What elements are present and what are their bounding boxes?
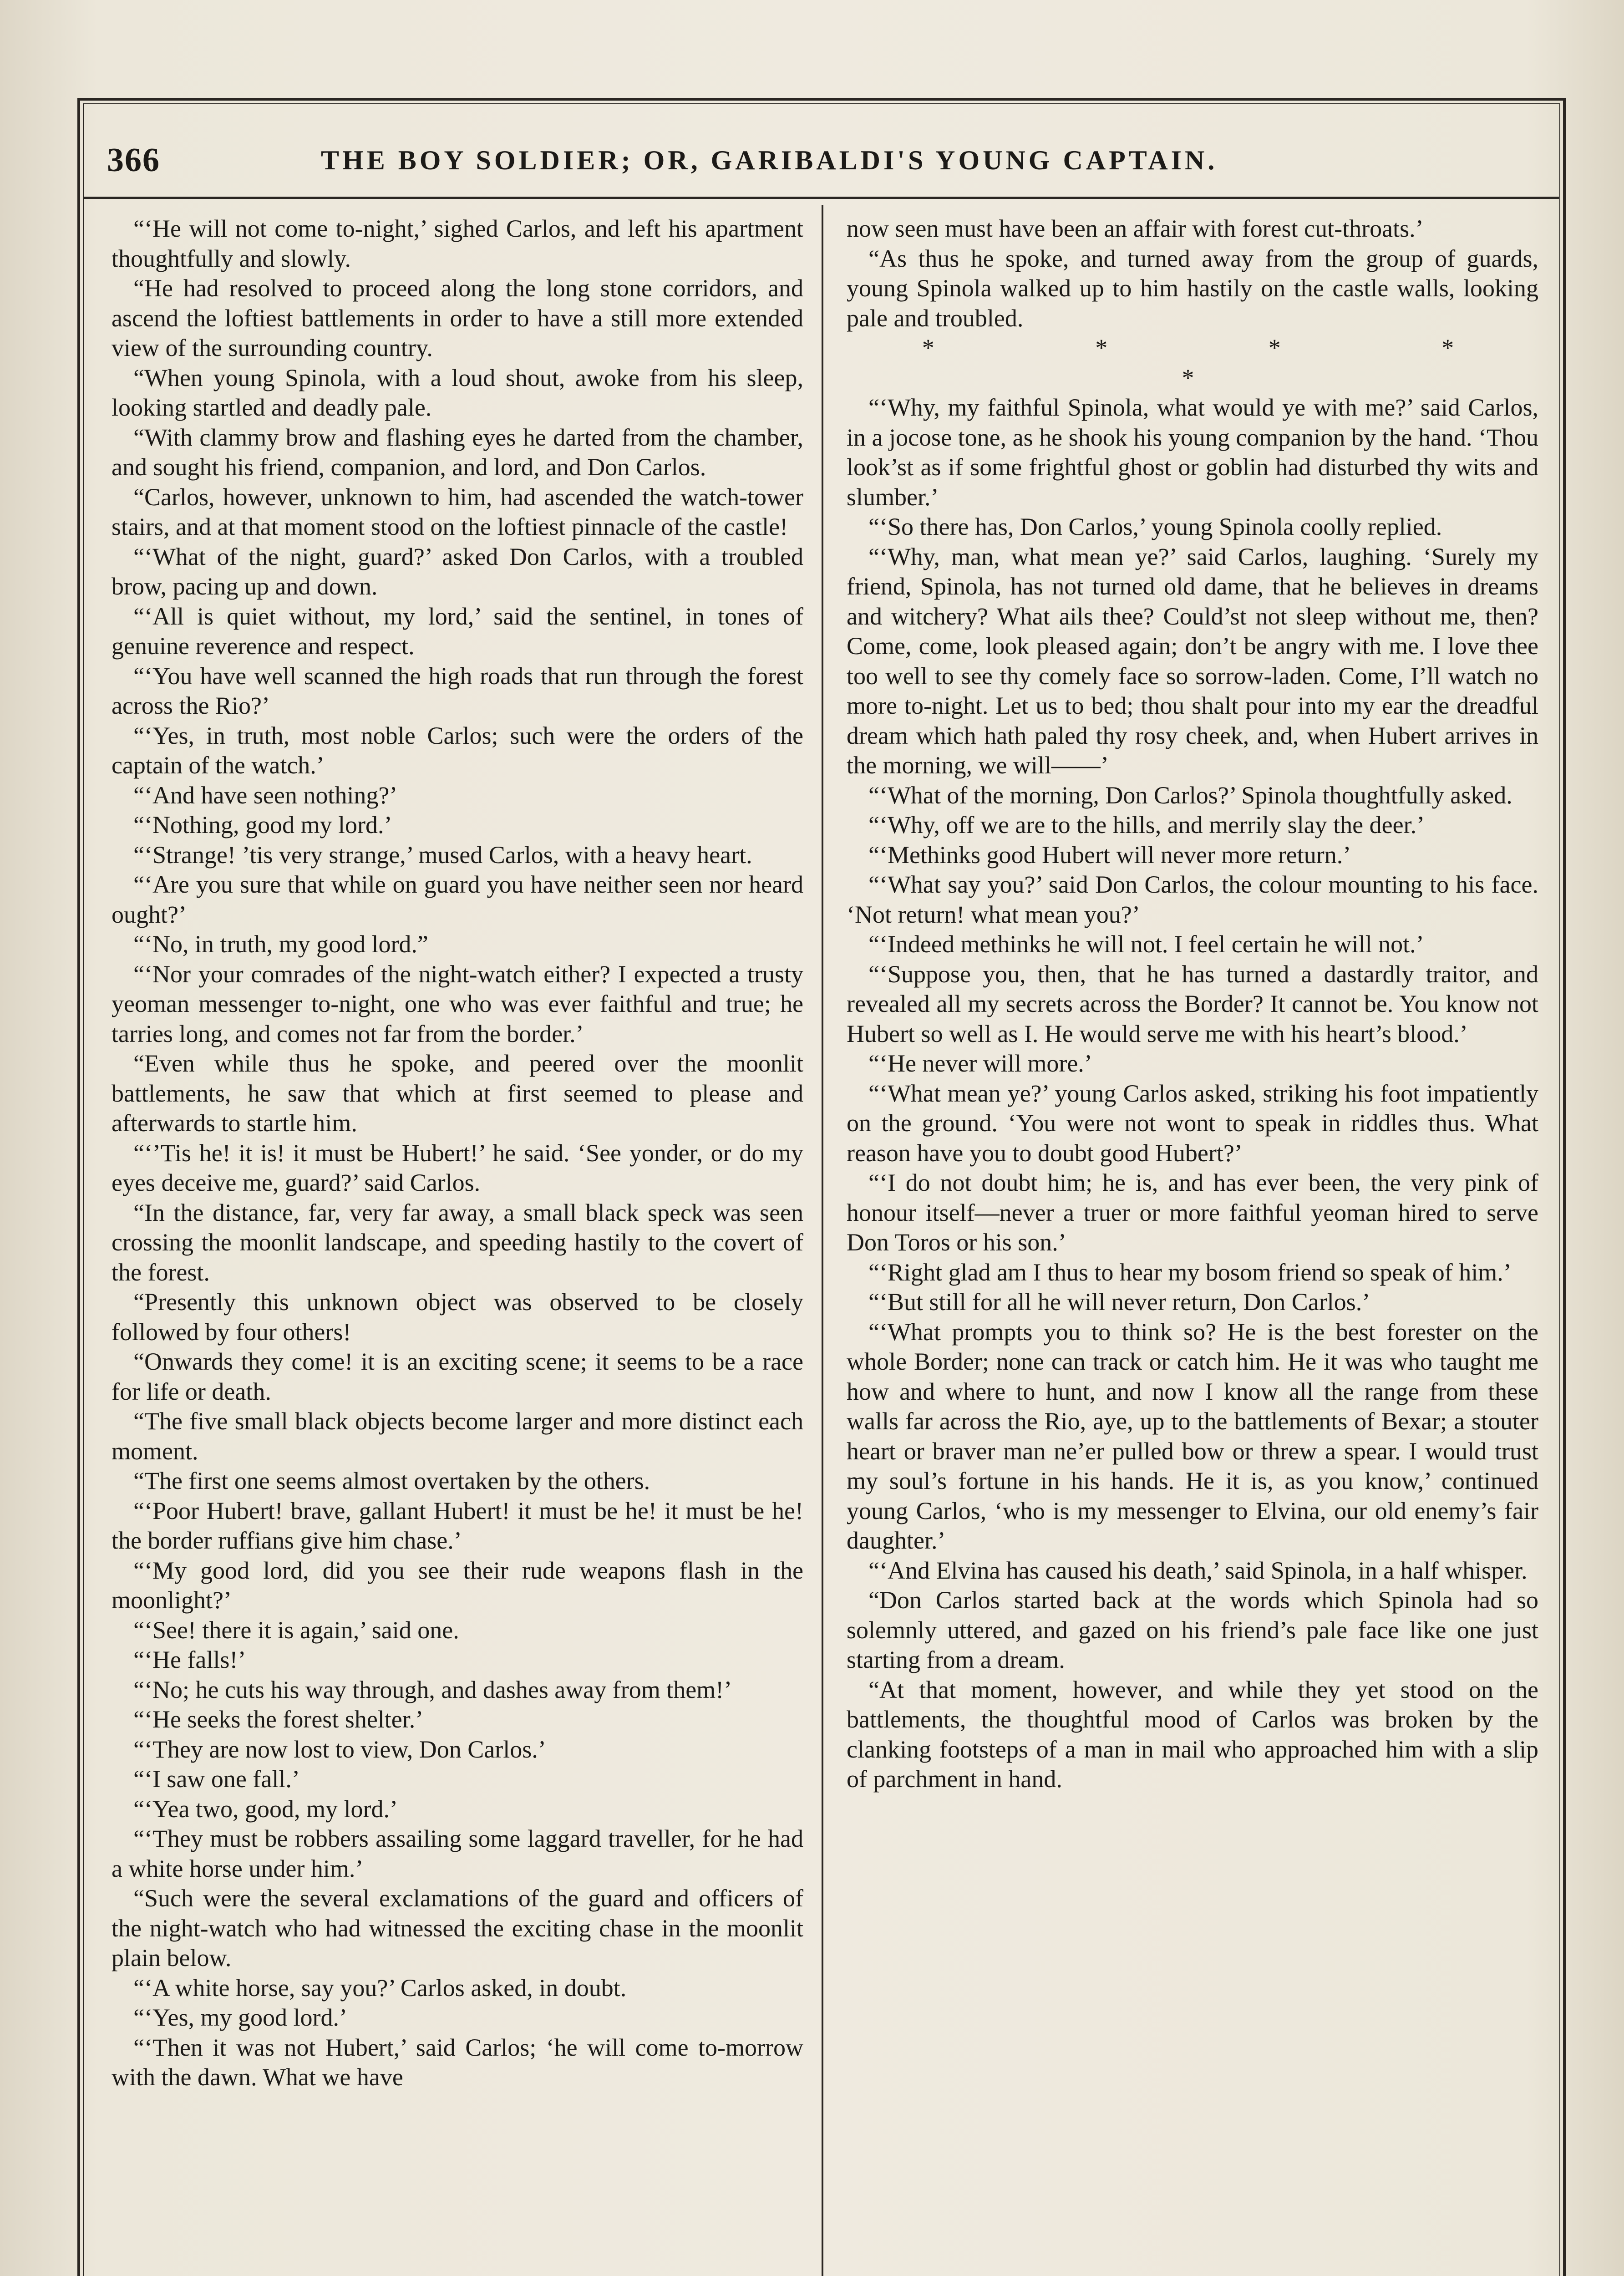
paragraph: “‘What prompts you to think so? He is the best forester on the whole Border; none can track or catch him. He it was who taught me how and where to hunt, and now I know all the range from these walls far across the Rio, aye, up to the battlements of Bexar; a stouter heart or braver man ne’er pulled bow or threw a spear. I would trust my soul’s fortune in his hands. He it is, as you know,’ continued young Carlos, ‘who is my messenger to Elvina, our old enemy’s fair daughter.’ (847, 1318, 1538, 1554)
paragraph: “He had resolved to proceed along the long stone corridors, and ascend the loftiest battlements in order to have a still more extended view of the surrounding country. (112, 274, 803, 361)
paragraph: “‘Yes, in truth, most noble Carlos; such were the orders of the captain of the watch.’ (112, 721, 803, 779)
header-rule (84, 197, 1559, 199)
paragraph: “‘See! there it is again,’ said one. (133, 1616, 459, 1644)
paragraph: “‘He seeks the forest shelter.’ (133, 1706, 424, 1733)
paragraph: “‘Why, off we are to the hills, and merrily slay the deer.’ (868, 811, 1425, 838)
paragraph: “‘And have seen nothing?’ (133, 781, 398, 809)
paragraph: “‘Poor Hubert! brave, gallant Hubert! it must be he! it must be he! the border ruffians give him chase.’ (112, 1497, 803, 1554)
paragraph: “‘Yea two, good, my lord.’ (133, 1795, 398, 1823)
paragraph: “Don Carlos started back at the words which Spinola had so solemnly uttered, and gazed on his friend’s pale face like one just starting from a dream. (847, 1586, 1538, 1673)
paragraph: “Even while thus he spoke, and peered over the moonlit battlements, he saw that which at first seemed to please and afterwards to startle him. (112, 1050, 803, 1137)
paragraph: “‘No, in truth, my good lord.” (133, 930, 428, 958)
paragraph: “‘I do not doubt him; he is, and has ever been, the very pink of honour itself—never a truer or more faithful yeoman hired to serve Don Toros or his son.’ (847, 1169, 1538, 1256)
paragraph: “Such were the several exclamations of the guard and officers of the night-watch who had witnessed the exciting chase in the moonlit plain below. (112, 1885, 803, 1971)
paragraph: “‘Nothing, good my lord.’ (133, 811, 392, 838)
paragraph: “At that moment, however, and while they yet stood on the battlements, the thoughtful mood of Carlos was broken by the clanking footsteps of a man in mail who approached him with a slip of parchment in hand. (847, 1676, 1538, 1793)
paragraph: “‘All is quiet without, my lord,’ said the sentinel, in tones of genuine reverence and respect. (112, 602, 803, 660)
paragraph: “Onwards they come! it is an exciting scene; it seems to be a race for life or death. (112, 1348, 803, 1405)
paragraph: “‘So there has, Don Carlos,’ young Spinola coolly replied. (868, 513, 1442, 540)
paragraph: “With clammy brow and flashing eyes he darted from the chamber, and sought his friend, companion, and lord, and Don Carlos. (112, 423, 803, 481)
paragraph: “‘Are you sure that while on guard you have neither seen nor heard ought?’ (112, 871, 803, 928)
section-break: * * * * * (922, 334, 1532, 391)
paragraph: “‘I saw one fall.’ (133, 1765, 300, 1793)
running-title: THE BOY SOLDIER; OR, GARIBALDI'S YOUNG CAPTAIN. (321, 145, 1218, 175)
paragraph: “‘Suppose you, then, that he has turned a dastardly traitor, and revealed all my secrets across the Border? It cannot be. You know not Hubert so well as I. He would serve me with his heart’s blood.’ (847, 960, 1538, 1047)
paragraph: “‘You have well scanned the high roads that run through the forest across the Rio?’ (112, 662, 803, 719)
paragraph: “When young Spinola, with a loud shout, awoke from his sleep, looking startled and deadly pale. (112, 364, 803, 421)
paragraph: “‘Yes, my good lord.’ (133, 2004, 347, 2031)
paragraph: “‘Why, my faithful Spinola, what would ye with me?’ said Carlos, in a jocose tone, as he shook his young companion by the hand. ‘Thou look’st as if some frightful ghost or goblin had disturbed thy wits and slumber.’ (847, 394, 1538, 511)
paragraph: “The first one seems almost overtaken by the others. (133, 1467, 650, 1494)
paragraph: “‘Right glad am I thus to hear my bosom friend so speak of him.’ (868, 1258, 1512, 1286)
paragraph: “‘Indeed methinks he will not. I feel certain he will not.’ (868, 930, 1424, 958)
paragraph: “‘What mean ye?’ young Carlos asked, striking his foot impatiently on the ground. ‘You were not wont to speak in riddles thus. What reason have you to doubt good Hubert?’ (847, 1079, 1538, 1167)
paragraph: “‘They must be robbers assailing some laggard traveller, for he had a white horse under him.’ (112, 1825, 803, 1882)
paragraph: “‘A white horse, say you?’ Carlos asked, in doubt. (133, 1974, 627, 2002)
paragraph: “‘But still for all he will never return, Don Carlos.’ (868, 1288, 1370, 1316)
paragraph: “Carlos, however, unknown to him, had ascended the watch-tower stairs, and at that moment stood on the loftiest pinnacle of the castle! (112, 483, 803, 540)
paragraph: “‘He never will more.’ (868, 1050, 1092, 1077)
paragraph: “‘Then it was not Hubert,’ said Carlos; ‘he will come to-morrow with the dawn. What we have (112, 2033, 803, 2091)
paragraph: “‘’Tis he! it is! it must be Hubert!’ he said. ‘See yonder, or do my eyes deceive me, guard?’ said Carlos. (112, 1139, 803, 1196)
column-divider (822, 205, 823, 2276)
paragraph: “In the distance, far, very far away, a small black speck was seen crossing the moonlit landscape, and speeding hastily to the covert of the forest. (112, 1199, 803, 1286)
paragraph: “‘Methinks good Hubert will never more return.’ (868, 841, 1351, 869)
paragraph: “‘He falls!’ (133, 1646, 246, 1673)
paragraph: “‘Nor your comrades of the night-watch either? I expected a trusty yeoman messenger to-night, one who was ever faithful and true; he tarries long, and comes not far from the border.’ (112, 960, 803, 1047)
paragraph-continuation: now seen must have been an affair with forest cut-throats.’ (847, 215, 1424, 242)
running-header (107, 141, 1541, 191)
paragraph: “‘My good lord, did you see their rude weapons flash in the moonlight?’ (112, 1556, 803, 1614)
paragraph: “The five small black objects become larger and more distinct each moment. (112, 1407, 803, 1465)
paragraph: “‘Why, man, what mean ye?’ said Carlos, laughing. ‘Surely my friend, Spinola, has not turned old dame, that he believes in dreams and witchery? What ails thee? Could’st not sleep without me, then? Come, come, look pleased again; don’t be angry with me. I love thee too well to see thy comely face so sorrow-laden. Come, I’ll watch no more to-night. Let us to bed; thou shalt pour into my ear the dreadful dream which hath paled thy rosy cheek, and, when Hubert arrives in the morning, we will——’ (847, 543, 1538, 779)
paragraph: “‘What say you?’ said Don Carlos, the colour mounting to his face. ‘Not return! what mean you?’ (847, 871, 1538, 928)
right-column (847, 214, 1538, 2276)
paragraph: “As thus he spoke, and turned away from the group of guards, young Spinola walked up to him hastily on the castle walls, looking pale and troubled. (847, 244, 1538, 332)
left-column (112, 214, 803, 2276)
paragraph: “‘He will not come to-night,’ sighed Carlos, and left his apartment thoughtfully and slowly. (112, 215, 803, 272)
paragraph: “‘What of the morning, Don Carlos?’ Spinola thoughtfully asked. (868, 781, 1512, 809)
paragraph: “Presently this unknown object was observed to be closely followed by four others! (112, 1288, 803, 1346)
paragraph: “‘They are now lost to view, Don Carlos.’ (133, 1735, 546, 1763)
paragraph: “‘No; he cuts his way through, and dashes away from them!’ (133, 1676, 732, 1703)
paragraph: “‘What of the night, guard?’ asked Don Carlos, with a troubled brow, pacing up and down. (112, 543, 803, 600)
paragraph: “‘Strange! ’tis very strange,’ mused Carlos, with a heavy heart. (133, 841, 752, 869)
paragraph: “‘And Elvina has caused his death,’ said Spinola, in a half whisper. (868, 1556, 1528, 1584)
page-number: 366 (107, 142, 160, 179)
